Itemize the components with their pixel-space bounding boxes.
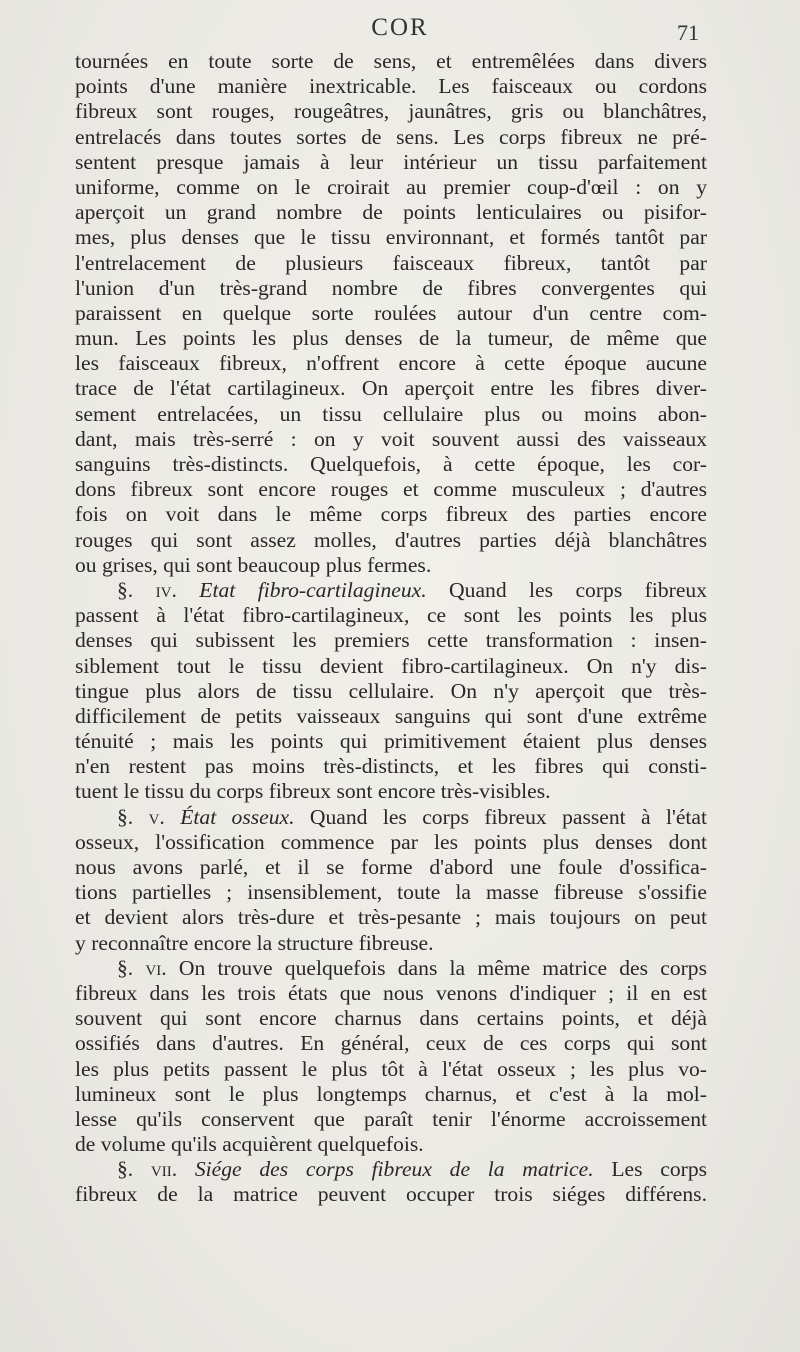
text-line	[75, 528, 707, 553]
text-line	[75, 830, 707, 855]
line-text: tingue plus alors de tissu cellulaire. On n'y aperçoit que très-	[75, 678, 707, 703]
line-text: Quand les corps fibreux passent à l'état	[294, 804, 708, 829]
text-line	[75, 452, 707, 477]
line-text: ténuité ; mais les points qui primitivement étaient plus denses	[75, 729, 707, 754]
line-text: uniforme, comme on le croirait au premier coup-d'œil : on y	[75, 174, 707, 199]
line-text: Les corps	[593, 1157, 708, 1182]
line-text: souvent qui sont encore charnus dans certains points, et déjà	[75, 1006, 707, 1031]
text-line	[75, 1082, 707, 1107]
text-line	[75, 427, 707, 452]
text-line	[75, 1006, 707, 1031]
text-line	[75, 553, 707, 578]
text-line	[75, 1182, 707, 1207]
section-title: État osseux.	[180, 804, 295, 829]
line-text: l'union d'un très-grand nombre de fibres convergentes qui	[75, 275, 707, 300]
section-number: vi	[145, 955, 162, 980]
text-line	[75, 931, 707, 956]
line-text: paraissent en quelque sorte roulées autour d'un centre com-	[75, 300, 707, 325]
line-text: fibreux de la matrice peuvent occuper trois siéges différens.	[75, 1182, 707, 1207]
line-text: lumineux sont le plus longtemps charnus, et c'est à la mol-	[75, 1081, 707, 1106]
line-text: sement entrelacées, un tissu cellulaire plus ou moins abon-	[75, 401, 707, 426]
line-text: sanguins très-distincts. Quelquefois, à cette époque, les cor-	[75, 452, 707, 476]
line-text: les plus petits passent le plus tôt à l'état osseux ; les plus vo-	[75, 1056, 707, 1081]
text-line	[75, 1107, 707, 1132]
text-line	[75, 326, 707, 351]
body-text	[75, 49, 707, 1208]
line-text: mes, plus denses que le tissu environnant, et formés tantôt par	[75, 225, 707, 250]
line-text: nous avons parlé, et il se forme d'abord une foule d'ossifica-	[75, 855, 707, 879]
text-line	[75, 1057, 707, 1082]
line-text: entrelacés dans toutes sortes de sens. Les corps fibreux ne pré-	[75, 124, 707, 149]
section-mark: §.	[117, 577, 156, 602]
text-line	[75, 704, 707, 729]
text-line	[75, 225, 707, 250]
text-line	[75, 880, 707, 905]
section-mark-punct: .	[159, 804, 181, 829]
line-text: siblement tout le tissu devient fibro-cartilagineux. On n'y dis-	[75, 653, 707, 678]
section-heading-line	[75, 956, 707, 981]
line-text: les faisceaux fibreux, n'offrent encore à cette époque aucune	[75, 351, 707, 376]
text-line	[75, 200, 707, 225]
text-line	[75, 376, 707, 401]
text-line	[75, 125, 707, 150]
text-line	[75, 49, 707, 74]
text-line	[75, 150, 707, 175]
line-text: difficilement de petits vaisseaux sanguins qui sont d'une extrême	[75, 703, 707, 728]
page-number: 71	[677, 20, 699, 45]
section-number: iv	[155, 577, 172, 602]
line-text: ossifiés dans d'autres. En général, ceux de ces corps qui sont	[75, 1031, 707, 1056]
line-text: l'entrelacement de plusieurs faisceaux fibreux, tantôt par	[75, 250, 707, 275]
text-line	[75, 779, 707, 804]
section-number: v	[148, 804, 160, 829]
text-line	[75, 402, 707, 427]
text-line	[75, 251, 707, 276]
text-line	[75, 99, 707, 124]
line-text: y reconnaître encore la structure fibreuse.	[75, 930, 434, 955]
section-mark: §.	[117, 1157, 151, 1182]
section-mark: §.	[117, 804, 149, 829]
text-line	[75, 679, 707, 704]
section-mark-punct: .	[161, 955, 179, 980]
section-heading-line	[75, 578, 707, 603]
section-number: vii	[150, 1157, 172, 1182]
line-text: sentent presque jamais à leur intérieur un tissu parfaitement	[75, 149, 707, 174]
line-text: On trouve quelquefois dans la même matrice des corps	[178, 955, 708, 980]
text-line	[75, 981, 707, 1006]
line-text: lesse qu'ils conservent que paraît tenir l'énorme accroissement	[75, 1106, 707, 1131]
line-text: Quand les corps fibreux	[426, 577, 708, 602]
text-line	[75, 628, 707, 653]
section-heading-line	[75, 1157, 707, 1182]
line-text: passent à l'état fibro-cartilagineux, ce sont les points les plus	[75, 603, 707, 628]
text-line	[75, 301, 707, 326]
text-line	[75, 754, 707, 779]
text-line	[75, 276, 707, 301]
text-line	[75, 855, 707, 880]
line-text: de volume qu'ils acquièrent quelquefois.	[75, 1132, 424, 1157]
line-text: dant, mais très-serré : on y voit souvent aussi des vaisseaux	[75, 426, 707, 451]
line-text: trace de l'état cartilagineux. On aperçoit entre les fibres diver-	[75, 376, 707, 401]
text-line	[75, 1031, 707, 1056]
text-line	[75, 603, 707, 628]
text-line	[75, 502, 707, 527]
line-text: tournées en toute sorte de sens, et entremêlées dans divers	[75, 49, 707, 73]
line-text: fibreux dans les trois états que nous venons d'indiquer ; il en est	[75, 980, 707, 1005]
section-mark-punct: .	[171, 1157, 195, 1182]
line-text: aperçoit un grand nombre de points lenticulaires ou pisifor-	[75, 200, 707, 225]
section-mark-punct: .	[171, 577, 200, 602]
section-heading-line	[75, 805, 707, 830]
line-text: fois on voit dans le même corps fibreux des parties encore	[75, 502, 707, 527]
line-text: n'en restent pas moins très-distincts, et les fibres qui consti-	[75, 754, 707, 779]
line-text: et devient alors très-dure et très-pesante ; mais toujours on peut	[75, 905, 707, 930]
line-text: ou grises, qui sont beaucoup plus fermes.	[75, 552, 432, 577]
line-text: mun. Les points les plus denses de la tumeur, de même que	[75, 326, 707, 351]
section-title: Siége des corps fibreux de la matrice.	[194, 1157, 594, 1182]
line-text: denses qui subissent les premiers cette transformation : insen-	[75, 628, 707, 653]
text-line	[75, 74, 707, 99]
line-text: rouges qui sont assez molles, d'autres parties déjà blanchâtres	[75, 527, 707, 552]
line-text: tions partielles ; insensiblement, toute la masse fibreuse s'ossifie	[75, 880, 707, 905]
section-title: Etat fibro-cartilagineux.	[199, 577, 427, 602]
line-text: points d'une manière inextricable. Les faisceaux ou cordons	[75, 74, 707, 99]
text-line	[75, 654, 707, 679]
text-line	[75, 477, 707, 502]
line-text: fibreux sont rouges, rougeâtres, jaunâtres, gris ou blanchâtres,	[75, 99, 707, 124]
line-text: tuent le tissu du corps fibreux sont encore très-visibles.	[75, 779, 551, 804]
section-mark: §.	[117, 955, 146, 980]
text-line	[75, 905, 707, 930]
text-line	[75, 351, 707, 376]
line-text: osseux, l'ossification commence par les points plus denses dont	[75, 829, 707, 854]
running-head: COR	[371, 14, 429, 41]
text-line	[75, 729, 707, 754]
text-line	[75, 1132, 707, 1157]
text-line	[75, 175, 707, 200]
line-text: dons fibreux sont encore rouges et comme musculeux ; d'autres	[75, 477, 707, 502]
